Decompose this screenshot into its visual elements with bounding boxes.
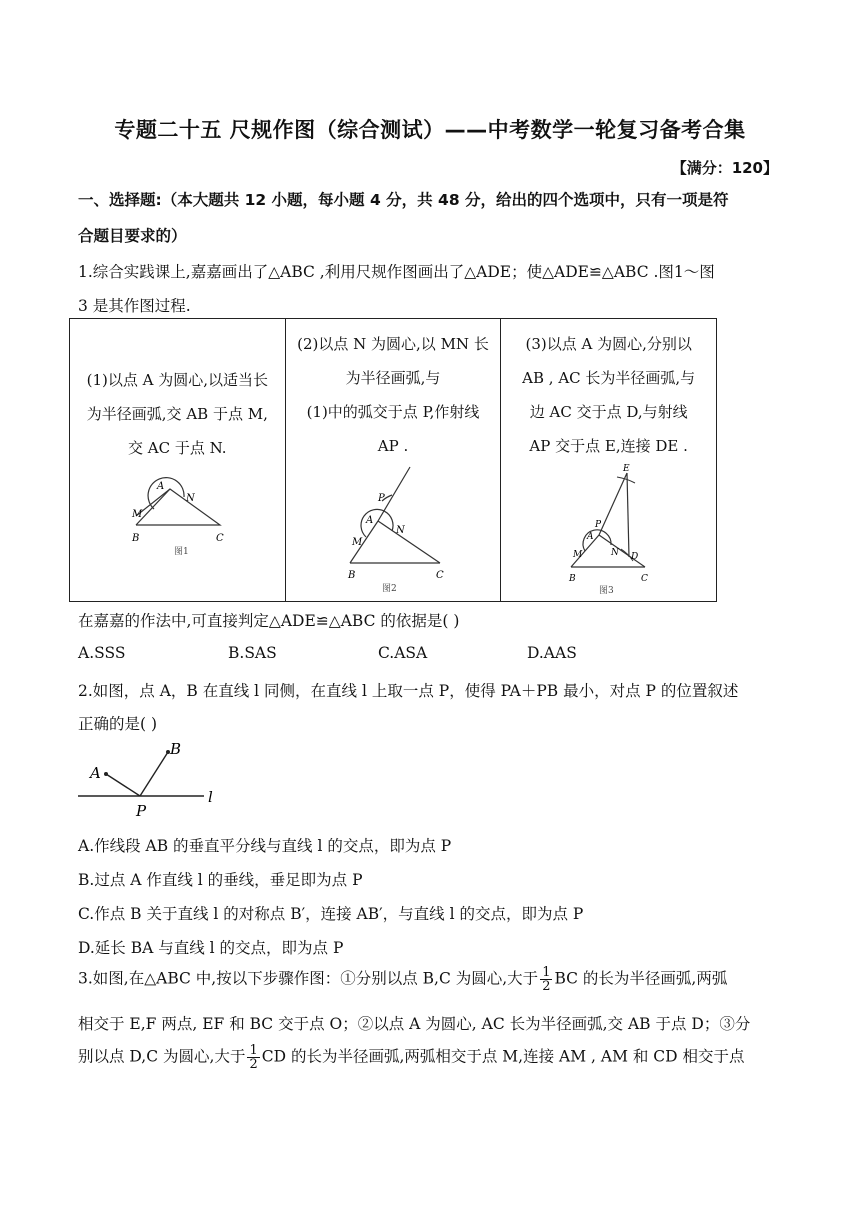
- q3-stem-line3: [78, 1044, 745, 1071]
- fig2-label-C: C: [435, 570, 444, 581]
- fig1-label-A: A: [157, 481, 165, 492]
- fig3-caption: 图3: [599, 586, 615, 596]
- step3-text-line4: AP 交于点 E,连接 DE .: [529, 437, 688, 455]
- q2-stem-line1: 2.如图，点 A，B 在直线 l 同侧，在直线 l 上取一点 P，使得 PA＋PB 最小，对点 P 的位置叙述: [78, 682, 739, 700]
- q1-option-a: A.SSS: [78, 644, 126, 662]
- fig2-label-B: B: [347, 570, 355, 581]
- step3-text-line3: 边 AC 交于点 D,与射线: [529, 403, 688, 421]
- step3-cell: [501, 319, 717, 602]
- q1-stem-line1: 1.综合实践课上,嘉嘉画出了△ABC ,利用尺规作图画出了△ADE；使△ADE≌△ABC .图1～图: [78, 263, 715, 281]
- fig2-label-M: M: [351, 537, 362, 548]
- step1-cell: [70, 319, 286, 602]
- q3-fraction-1: [540, 966, 552, 993]
- q3-fraction-1-den: 2: [542, 979, 551, 994]
- fig3-label-E: E: [623, 464, 630, 474]
- step1-text: [70, 319, 285, 465]
- step3-text-line2: AB , AC 长为半径画弧,与: [522, 369, 696, 387]
- step2-text-line1: (2)以点 N 为圆心,以 MN 长: [297, 335, 489, 353]
- construction-steps-table: [69, 318, 717, 602]
- q3-stem-line1: [78, 966, 727, 993]
- fig1-caption: 图1: [174, 547, 189, 557]
- q1-stem-line2: 3 是其作图过程.: [78, 297, 191, 315]
- step2-text-line2: 为半径画弧,与: [345, 369, 441, 387]
- fig1-label-M: M: [132, 509, 143, 520]
- fig3-label-N: N: [611, 548, 620, 558]
- q3-line1-part1: 3.如图,在△ABC 中,按以下步骤作图：①分别以点 B,C 为圆心,大于: [78, 969, 539, 988]
- q2-label-l: l: [208, 788, 213, 806]
- q2-option-d: D.延长 BA 与直线 l 的交点，即为点 P: [78, 939, 344, 957]
- q3-fraction-2-num: 1: [249, 1043, 258, 1058]
- fig2-label-N: N: [395, 525, 405, 536]
- fig2-caption: 图2: [381, 584, 397, 594]
- q3-fraction-2-den: 2: [249, 1057, 258, 1072]
- q2-option-c: C.作点 B 关于直线 l 的对称点 B′，连接 AB′，与直线 l 的交点，即为点 P: [78, 905, 584, 923]
- step2-text: [286, 319, 501, 463]
- step1-text-line3: 交 AC 于点 N.: [128, 439, 227, 457]
- q1-question: 在嘉嘉的作法中,可直接判定△ADE≌△ABC 的依据是( ): [78, 612, 460, 630]
- q1-option-c: C.ASA: [378, 644, 428, 662]
- q1-option-d: D.AAS: [527, 644, 577, 662]
- fig3-label-D: D: [631, 552, 639, 562]
- section1-heading-line2: 合题目要求的）: [78, 227, 187, 245]
- q2-figure: [76, 738, 236, 822]
- fig2-label-P: P: [377, 493, 385, 504]
- q2-label-P: P: [136, 802, 147, 820]
- fig3-label-M: M: [573, 550, 583, 560]
- step2-text-line4: AP .: [377, 437, 409, 455]
- step3-text: [501, 319, 716, 463]
- q3-fraction-1-num: 1: [542, 965, 551, 980]
- step2-cell: [285, 319, 501, 602]
- q2-option-b: B.过点 A 作直线 l 的垂线，垂足即为点 P: [78, 871, 363, 889]
- figure-2: [286, 461, 502, 601]
- fig1-label-N: N: [186, 493, 195, 504]
- q3-line3-part2: CD 的长为半径画弧,两弧相交于点 M,连接 AM , AM 和 CD 相交于点: [261, 1047, 745, 1066]
- full-score: 【满分：120】: [671, 159, 778, 177]
- fig1-label-C: C: [216, 533, 224, 544]
- q2-label-A: A: [90, 764, 101, 782]
- fig1-label-B: B: [132, 533, 140, 544]
- figure-3: [501, 461, 717, 601]
- q2-label-B: B: [170, 740, 182, 758]
- document-title: 专题二十五 尺规作图（综合测试）——中考数学一轮复习备考合集: [114, 118, 746, 142]
- fig2-label-A: A: [365, 515, 373, 526]
- q3-line1-part2: BC 的长为半径画弧,两弧: [554, 969, 728, 988]
- figure-1: [70, 461, 286, 601]
- q3-fraction-2: [247, 1044, 259, 1071]
- fig3-label-A: A: [587, 532, 594, 542]
- q2-stem-line2: 正确的是( ): [78, 715, 158, 733]
- fig3-label-P: P: [595, 520, 602, 530]
- step2-text-line3: (1)中的弧交于点 P,作射线: [306, 403, 480, 421]
- step1-text-line1: (1)以点 A 为圆心,以适当长: [86, 371, 269, 389]
- fig3-label-C: C: [641, 574, 649, 584]
- q2-option-a: A.作线段 AB 的垂直平分线与直线 l 的交点，即为点 P: [78, 837, 452, 855]
- fig3-label-B: B: [569, 574, 576, 584]
- q1-option-b: B.SAS: [228, 644, 277, 662]
- q3-stem-line2: 相交于 E,F 两点, EF 和 BC 交于点 O；②以点 A 为圆心, AC 长为半径画弧,交 AB 于点 D；③分: [78, 1015, 751, 1033]
- q3-line3-part1: 别以点 D,C 为圆心,大于: [78, 1047, 246, 1066]
- step3-text-line1: (3)以点 A 为圆心,分别以: [525, 335, 692, 353]
- section1-heading-line1: 一、选择题:（本大题共 12 小题，每小题 4 分，共 48 分，给出的四个选项中，只有一项是符: [78, 191, 729, 209]
- step1-text-line2: 为半径画弧,交 AB 于点 M,: [86, 405, 268, 423]
